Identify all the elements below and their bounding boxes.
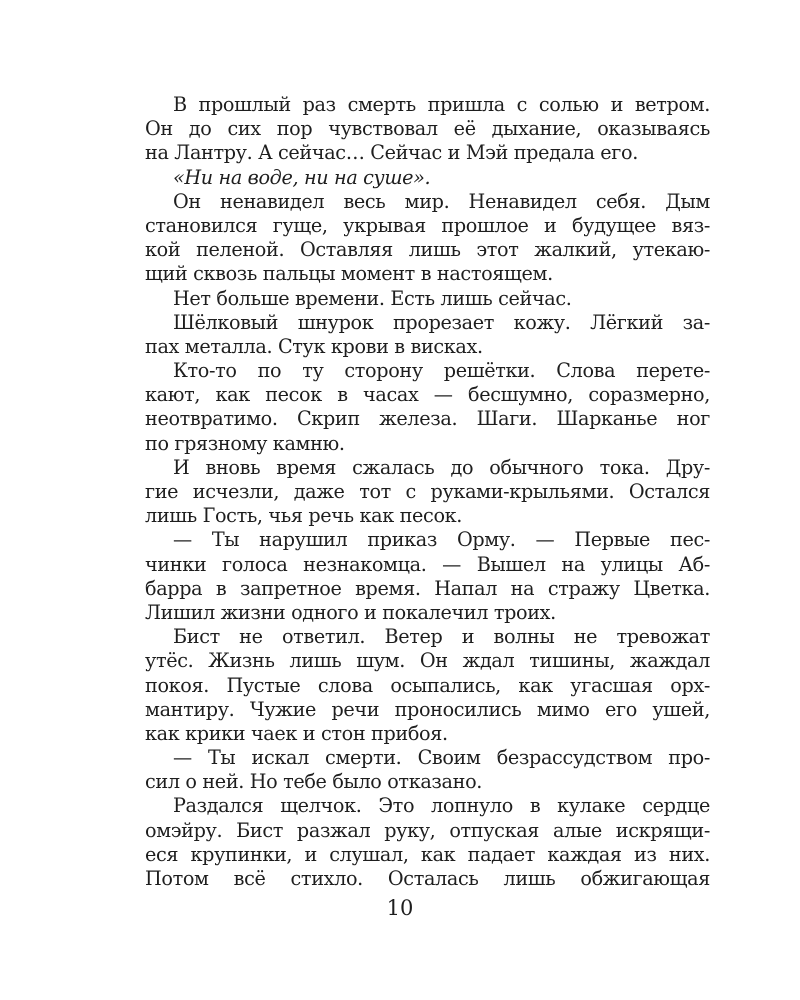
- text-line: чинки голоса незнакомца. — Вышел на улицы Аб-: [145, 552, 710, 576]
- text-line: пах металла. Стук крови в висках.: [145, 334, 483, 358]
- text-line: покоя. Пустые слова осыпались, как угасшая орх-: [145, 673, 710, 697]
- text-line: щий сквозь пальцы момент в настоящем.: [145, 262, 553, 286]
- text-line: — Ты нарушил приказ Орму. — Первые пес-: [173, 528, 710, 552]
- text-line: В прошлый раз смерть пришла с солью и ветром.: [173, 93, 710, 116]
- text-line: по грязному камню.: [145, 431, 345, 455]
- text-line: — Ты искал смерти. Своим безрассудством про-: [173, 746, 710, 770]
- text-line: Нет больше времени. Есть лишь сейчас.: [173, 286, 572, 310]
- text-line: Бист не ответил. Ветер и волны не тревожат: [173, 625, 710, 649]
- text-line: Он до сих пор чувствовал её дыхание, оказываясь: [145, 117, 710, 141]
- page-number: 10: [386, 896, 414, 920]
- body-text: [145, 93, 710, 891]
- text-line: Шёлковый шнурок прорезает кожу. Лёгкий за-: [173, 310, 710, 334]
- text-line: Лишил жизни одного и покалечил троих.: [145, 600, 556, 624]
- text-line: Кто-то по ту сторону решётки. Слова перете-: [173, 359, 710, 383]
- text-line: сил о ней. Но тебе было отказано.: [145, 770, 483, 794]
- text-line: омэйру. Бист разжал руку, отпуская алые искрящи-: [145, 818, 710, 842]
- text-line: барра в запретное время. Напал на стражу Цветка.: [145, 576, 710, 600]
- text-line: И вновь время сжалась до обычного тока. Дру-: [173, 455, 710, 479]
- text-line: еся крупинки, и слушал, как падает каждая из них.: [145, 842, 710, 866]
- text-line: становился гуще, укрывая прошлое и будущее вяз-: [145, 213, 710, 237]
- text-line: Потом всё стихло. Осталась лишь обжигающая: [145, 867, 710, 890]
- text-line: как крики чаек и стон прибоя.: [145, 721, 448, 745]
- text-line: кают, как песок в часах — бесшумно, соразмерно,: [145, 383, 710, 407]
- text-line: гие исчезли, даже тот с руками-крыльями. Остался: [145, 480, 710, 503]
- text-line: на Лантру. А сейчас… Сейчас и Мэй предала его.: [145, 141, 638, 165]
- text-line: «Ни на воде, ни на суше».: [173, 165, 431, 189]
- text-line: Раздался щелчок. Это лопнуло в кулаке сердце: [173, 794, 710, 818]
- text-line: мантиру. Чужие речи проносились мимо его ушей,: [145, 697, 710, 721]
- text-line: кой пеленой. Оставляя лишь этот жалкий, утекаю-: [145, 238, 710, 262]
- text-line: утёс. Жизнь лишь шум. Он ждал тишины, жаждал: [145, 649, 710, 673]
- text-line: Он ненавидел весь мир. Ненавидел себя. Дым: [173, 189, 710, 213]
- text-line: неотвратимо. Скрип железа. Шаги. Шарканье ног: [145, 407, 710, 431]
- text-line: лишь Гость, чья речь как песок.: [145, 504, 463, 528]
